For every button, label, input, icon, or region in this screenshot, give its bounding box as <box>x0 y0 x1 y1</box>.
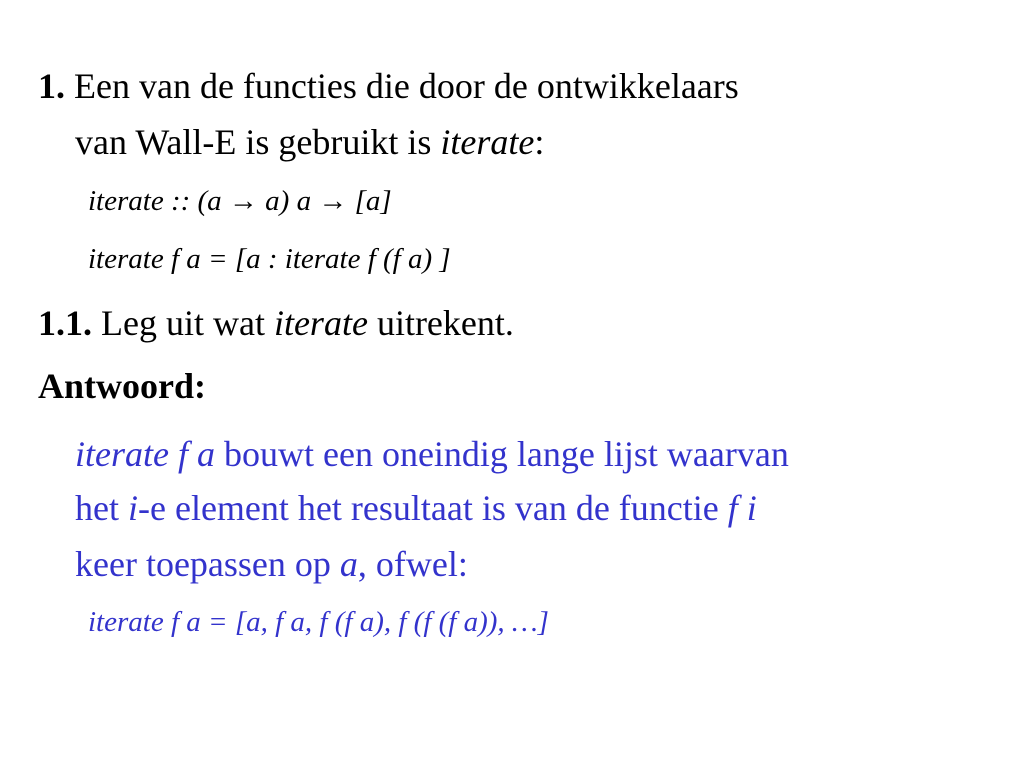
code-definition: iterate f a = [a : iterate f (f a) ] <box>88 243 451 275</box>
question-colon: : <box>534 122 545 162</box>
answer-label-text: Antwoord: <box>38 366 206 406</box>
answer-expression: iterate f a <box>75 434 215 474</box>
question-number: 1. <box>38 66 65 106</box>
code-signature: iterate :: (a → a) a → [a] <box>88 185 392 217</box>
answer-text-2-mid: -e element het resultaat is van de functie <box>138 488 728 528</box>
question-keyword: iterate <box>440 122 535 162</box>
answer-line-3 <box>75 546 468 582</box>
answer-function: f i <box>727 488 757 528</box>
subquestion-keyword: iterate <box>273 303 368 343</box>
subquestion-text-post: uitrekent. <box>367 303 514 343</box>
answer-line-2 <box>75 490 757 526</box>
question-line-2 <box>75 124 544 160</box>
subquestion-number: 1.1. <box>38 303 92 343</box>
answer-line-1 <box>75 436 789 472</box>
answer-label <box>38 368 206 404</box>
question-text-1: Een van de functies die door de ontwikkelaars <box>74 66 739 106</box>
answer-text-2-pre: het <box>75 488 128 528</box>
question-line-1 <box>38 68 739 104</box>
answer-text-1: bouwt een oneindig lange lijst waarvan <box>214 434 789 474</box>
answer-variable: a <box>339 544 358 584</box>
answer-text-3-pre: keer toepassen op <box>75 544 340 584</box>
question-text-2: van Wall-E is gebruikt is <box>75 122 441 162</box>
answer-text-3-post: , ofwel: <box>357 544 468 584</box>
subquestion-line <box>38 305 514 341</box>
answer-index: i <box>127 488 138 528</box>
subquestion-text-pre: Leg uit wat <box>92 303 274 343</box>
answer-formula: iterate f a = [a, f a, f (f a), f (f (f a)), …] <box>88 606 549 638</box>
